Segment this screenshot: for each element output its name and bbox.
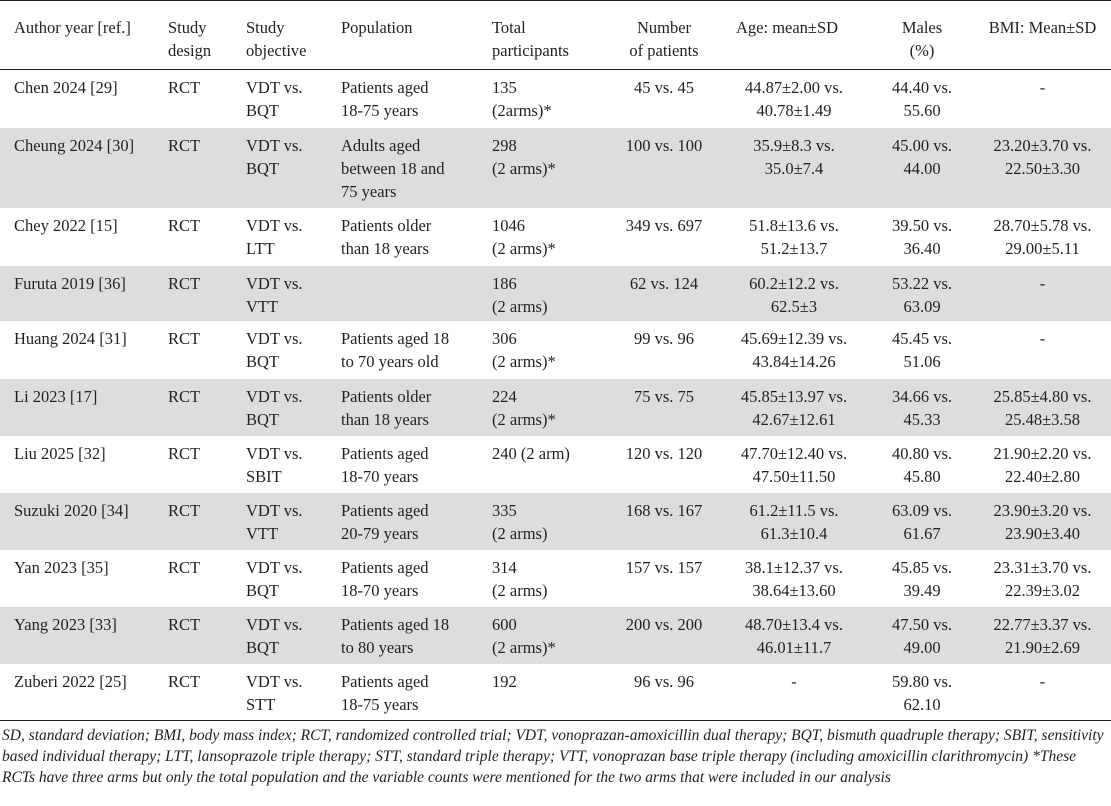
cell-objective: VDT vs. VTT — [246, 500, 303, 543]
cell-males: 39.50 vs. 36.40 — [891, 215, 953, 258]
cell-population: Patients aged 18 to 70 years old — [341, 328, 450, 371]
cell-bmi: 22.77±3.37 vs. 21.90±2.69 — [993, 614, 1092, 657]
cell-patients: 200 vs. 200 — [625, 614, 703, 634]
cell-bmi: 28.70±5.78 vs. 29.00±5.11 — [993, 215, 1092, 258]
cell-patients: 62 vs. 124 — [629, 273, 699, 293]
cell-males: 34.66 vs. 45.33 — [891, 386, 953, 429]
cell-population: Patients aged 18 to 80 years — [341, 614, 450, 657]
table-row — [0, 379, 1111, 436]
cell-age: 38.1±12.37 vs. 38.64±13.60 — [745, 557, 843, 600]
col-header-age: Age: mean±SD — [718, 1, 870, 70]
cell-population: Patients aged 18-70 years — [341, 443, 429, 486]
col-header-population: Population — [341, 1, 492, 70]
cell-total: 240 (2 arm) — [492, 443, 570, 463]
table-row — [0, 208, 1111, 266]
col-header-total: Total participants — [492, 1, 610, 70]
cell-males: 45.85 vs. 39.49 — [891, 557, 953, 600]
cell-population: Patients aged 18-75 years — [341, 671, 429, 714]
cell-bmi: 25.85±4.80 vs. 25.48±3.58 — [993, 386, 1092, 429]
cell-bmi: - — [1039, 78, 1046, 97]
cell-males: 53.22 vs. 63.09 — [891, 273, 953, 316]
cell-design: RCT — [168, 273, 201, 293]
cell-objective: VDT vs. BQT — [246, 614, 303, 657]
cell-design: RCT — [168, 328, 201, 348]
cell-design: RCT — [168, 614, 201, 634]
cell-patients: 99 vs. 96 — [633, 328, 695, 348]
cell-patients: 120 vs. 120 — [625, 443, 703, 463]
cell-design: RCT — [168, 500, 201, 520]
cell-objective: VDT vs. SBIT — [246, 443, 303, 486]
cell-population: Adults aged between 18 and 75 years — [341, 135, 445, 201]
cell-age: 48.70±13.4 vs. 46.01±11.7 — [745, 614, 843, 657]
col-header-patients: Number of patients — [610, 1, 718, 70]
cell-total: 186 (2 arms) — [492, 273, 548, 316]
col-header-author: Author year [ref.] — [0, 1, 168, 70]
cell-design: RCT — [168, 78, 201, 97]
cell-objective: VDT vs. BQT — [246, 328, 303, 371]
cell-age: 47.70±12.40 vs. 47.50±11.50 — [740, 443, 848, 486]
table-row — [0, 128, 1111, 208]
cell-males: 45.45 vs. 51.06 — [891, 328, 953, 371]
table-row — [0, 493, 1111, 550]
cell-males: 45.00 vs. 44.00 — [891, 135, 953, 178]
cell-objective: VDT vs. STT — [246, 671, 303, 714]
cell-total: 192 — [492, 671, 517, 691]
cell-males: 44.40 vs. 55.60 — [891, 78, 953, 120]
cell-total: 298 (2 arms)* — [492, 135, 556, 178]
cell-bmi: 23.90±3.20 vs. 23.90±3.40 — [993, 500, 1092, 543]
cell-design: RCT — [168, 386, 201, 406]
cell-population: Patients older than 18 years — [341, 386, 432, 429]
cell-males: 63.09 vs. 61.67 — [891, 500, 953, 543]
cell-author: Suzuki 2020 [34] — [14, 500, 129, 520]
cell-bmi: 21.90±2.20 vs. 22.40±2.80 — [993, 443, 1092, 486]
cell-age: 45.85±13.97 vs. 42.67±12.61 — [740, 386, 848, 429]
cell-objective: VDT vs. BQT — [246, 386, 303, 429]
table-row — [0, 436, 1111, 493]
cell-age: 35.9±8.3 vs. 35.0±7.4 — [753, 135, 835, 178]
cell-population: Patients older than 18 years — [341, 215, 432, 258]
table-row — [0, 664, 1111, 721]
table-header-row — [0, 1, 1111, 70]
cell-bmi: - — [1039, 671, 1046, 691]
cell-author: Chey 2022 [15] — [14, 215, 118, 235]
col-header-males: Males (%) — [870, 1, 974, 70]
cell-author: Li 2023 [17] — [14, 386, 98, 406]
cell-bmi: - — [1039, 273, 1046, 293]
cell-bmi: 23.20±3.70 vs. 22.50±3.30 — [993, 135, 1092, 178]
cell-males: 47.50 vs. 49.00 — [891, 614, 953, 657]
cell-author: Liu 2025 [32] — [14, 443, 106, 463]
cell-author: Zuberi 2022 [25] — [14, 671, 127, 691]
table-row — [0, 607, 1111, 664]
cell-author: Yan 2023 [35] — [14, 557, 109, 577]
col-header-bmi: BMI: Mean±SD — [974, 1, 1111, 70]
cell-patients: 157 vs. 157 — [625, 557, 703, 577]
cell-objective: VDT vs. BQT — [246, 78, 303, 120]
cell-total: 306 (2 arms)* — [492, 328, 556, 371]
table-row — [0, 266, 1111, 321]
cell-patients: 96 vs. 96 — [633, 671, 695, 691]
cell-males: 40.80 vs. 45.80 — [891, 443, 953, 486]
cell-total: 600 (2 arms)* — [492, 614, 556, 657]
table-footnote: SD, standard deviation; BMI, body mass index; RCT, randomized controlled trial; VDT, vonoprazan-amoxicillin dual therapy; BQT, bismuth quadruple therapy; SBIT, sensitivity based individual therapy; LTT, lansoprazole triple therapy; STT, standard triple therapy; VTT, vonoprazan base triple therapy (including amoxicillin clarithromycin) *These RCTs have three arms but only the total population and the variable counts were mentioned for the two arms that were included in our analysis — [2, 727, 1104, 786]
cell-total: 335 (2 arms) — [492, 500, 548, 543]
cell-age: 45.69±12.39 vs. 43.84±14.26 — [740, 328, 848, 371]
cell-design: RCT — [168, 135, 201, 155]
cell-author: Chen 2024 [29] — [14, 78, 118, 97]
cell-author: Huang 2024 [31] — [14, 328, 127, 348]
cell-males: 59.80 vs. 62.10 — [891, 671, 953, 714]
cell-objective: VDT vs. VTT — [246, 273, 303, 316]
cell-age: 60.2±12.2 vs. 62.5±3 — [749, 273, 839, 316]
cell-patients: 349 vs. 697 — [625, 215, 703, 235]
cell-bmi: - — [1039, 328, 1046, 348]
cell-age: 61.2±11.5 vs. 61.3±10.4 — [749, 500, 839, 543]
cell-author: Yang 2023 [33] — [14, 614, 117, 634]
cell-author: Cheung 2024 [30] — [14, 135, 135, 155]
cell-design: RCT — [168, 671, 201, 691]
cell-objective: VDT vs. BQT — [246, 557, 303, 600]
table-row — [0, 70, 1111, 128]
cell-patients: 168 vs. 167 — [625, 500, 703, 520]
cell-population — [341, 266, 492, 321]
cell-patients: 75 vs. 75 — [633, 386, 695, 406]
cell-objective: VDT vs. LTT — [246, 215, 303, 258]
col-header-objective: Study objective — [246, 1, 341, 70]
cell-population: Patients aged 18-75 years — [341, 78, 429, 120]
col-header-design: Study design — [168, 1, 246, 70]
cell-population: Patients aged 18-70 years — [341, 557, 429, 600]
cell-total: 224 (2 arms)* — [492, 386, 556, 429]
cell-patients: 100 vs. 100 — [625, 135, 703, 155]
cell-total: 314 (2 arms) — [492, 557, 548, 600]
table-row — [0, 550, 1111, 607]
cell-author: Furuta 2019 [36] — [14, 273, 126, 293]
cell-total: 1046 (2 arms)* — [492, 215, 556, 258]
table-row — [0, 321, 1111, 379]
cell-population: Patients aged 20-79 years — [341, 500, 429, 543]
cell-bmi: 23.31±3.70 vs. 22.39±3.02 — [993, 557, 1092, 600]
cell-total: 135 (2arms)* — [492, 78, 552, 120]
cell-objective: VDT vs. BQT — [246, 135, 303, 178]
cell-patients: 45 vs. 45 — [633, 78, 695, 97]
cell-design: RCT — [168, 443, 201, 463]
cell-age: 44.87±2.00 vs. 40.78±1.49 — [745, 78, 843, 120]
cell-design: RCT — [168, 215, 201, 235]
cell-age: - — [791, 671, 797, 691]
cell-design: RCT — [168, 557, 201, 577]
cell-age: 51.8±13.6 vs. 51.2±13.7 — [749, 215, 839, 258]
